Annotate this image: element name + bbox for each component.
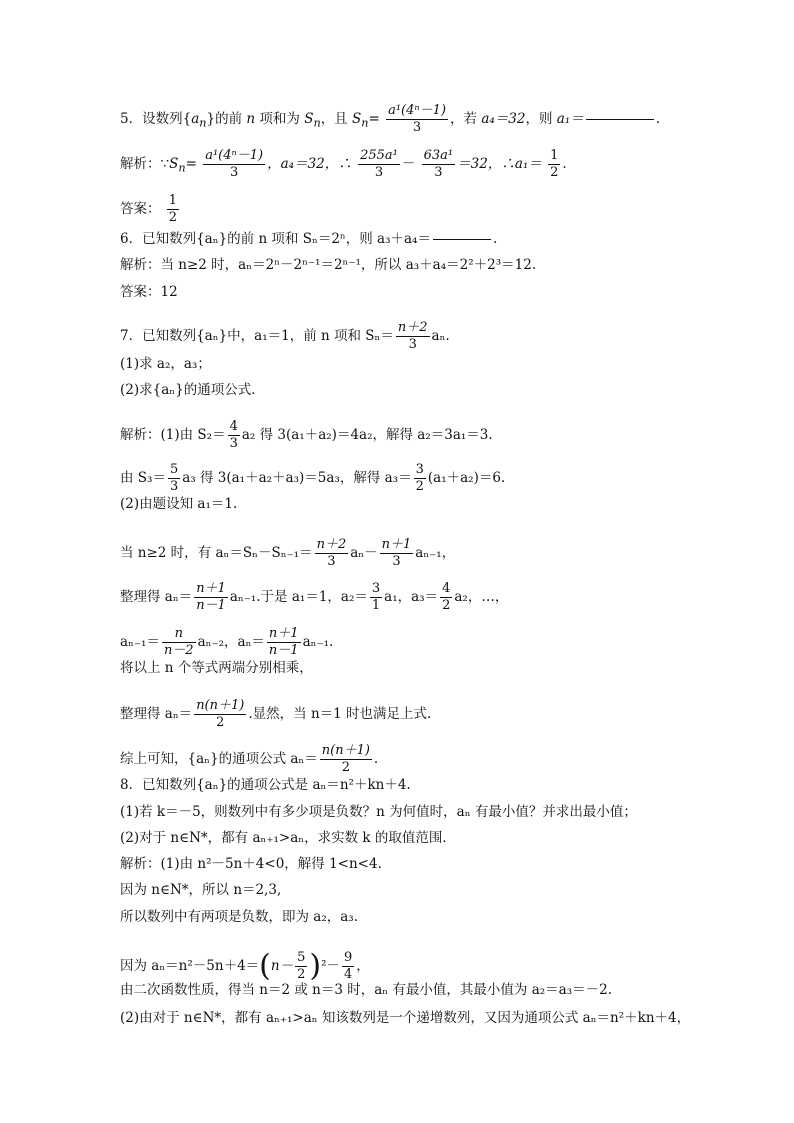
q7-fraction: $\frac{n+2}{3}$ [397, 320, 428, 352]
q8-sol-line-6: (2)由对于 n∈N*，都有 aₙ₊₁>aₙ 知该数列是一个递增数列，又因为通项公式 aₙ＝n²＋kn＋4， [120, 1010, 691, 1026]
q7-sol-line-7: 将以上 n 个等式两端分别相乘， [120, 660, 313, 676]
q7-sol-line-9: 综上可知，{aₙ}的通项公式 aₙ＝ $\frac{n(n+1)}{2}$ . [120, 743, 379, 775]
q7-sol-line-3: (2)由题设知 a₁＝1. [120, 496, 238, 512]
fraction: $\frac{4}{3}$ [229, 419, 238, 451]
fraction: $\frac{4}{2}$ [442, 581, 451, 613]
q5-sol-fraction-2: $\frac{\text{255a¹}}{3}$ [360, 148, 398, 180]
q5-sol-fraction-3: $\frac{\text{63a¹}}{3}$ [423, 148, 454, 180]
fraction: $\frac{n+1}{3}$ [381, 537, 412, 569]
q8-sol-line-2: 因为 n∈N*，所以 n＝2,3, [120, 882, 282, 898]
q6-answer: 答案：12 [120, 284, 178, 300]
q7-part1: (1)求 a₂，a₃； [120, 356, 211, 372]
fraction: $\frac{n+1}{n-1}$ [268, 626, 299, 658]
fraction: $\frac{9}{4}$ [344, 950, 353, 982]
q7-sol-line-8: 整理得 aₙ＝ $\frac{n(n+1)}{2}$ .显然，当 n＝1 时也满足上式. [120, 698, 432, 730]
q7-sol-line-2: 由 S₃＝ $\frac{5}{3}$ a₃ 得 3(a₁＋a₂＋a₃)＝5a₃，解得 a₃＝ $\frac{3}{2}$ (a₁＋a₂)＝6. [120, 462, 506, 494]
q7-sol-line-1: 解析：(1)由 S₂＝ $\frac{4}{3}$ a₂ 得 3(a₁＋a₂)＝4a₂，解得 a₂＝3a₁＝3. [120, 419, 493, 451]
fraction: $\frac{n}{n-2}$ [163, 626, 194, 658]
q5-answer-fraction: $\frac{1}{2}$ [168, 193, 178, 225]
q8-part1: (1)若 k＝－5，则数列中有多少项是负数？n 为何值时，aₙ 有最小值？并求出最小值； [120, 804, 637, 820]
answer-blank [433, 239, 491, 240]
fraction: $\frac{3}{1}$ [371, 581, 381, 613]
q6-solution: 解析：当 n≥2 时，aₙ＝2ⁿ－2ⁿ⁻¹＝2ⁿ⁻¹，所以 a₃＋a₄＝2²＋2³＝12. [120, 257, 537, 273]
q8-sol-line-3: 所以数列中有两项是负数，即为 a₂，a₃. [120, 909, 359, 925]
q7-sol-line-5: 整理得 aₙ＝ $\frac{n+1}{n-1}$ aₙ₋₁.于是 a₁＝1，a₂＝ $\frac{3}{1}$ a₁，a₃＝ $\frac{4}{2}$ a₂，…， [120, 581, 509, 613]
q8-sol-line-5: 由二次函数性质，得当 n＝2 或 n＝3 时，aₙ 有最小值，其最小值为 a₂＝a₃＝－2. [120, 982, 613, 998]
q5-fraction: $\frac{\text{a¹(4ⁿ－1)}}{3}$ [388, 103, 447, 135]
q7-sol-line-4: 当 n≥2 时，有 aₙ＝Sₙ－Sₙ₋₁＝ $\frac{n+2}{3}$ aₙ－ $\frac{n+1}{3}$ aₙ₋₁， [120, 537, 456, 569]
q8-stem: 8．已知数列{aₙ}的通项公式是 aₙ＝n²＋kn＋4. [120, 777, 411, 793]
q8-sol-line-1: 解析：(1)由 n²－5n＋4<0，解得 1<n<4. [120, 856, 382, 872]
fraction: $\frac{n(n+1)}{2}$ [321, 743, 370, 775]
fraction: $\frac{n+1}{n-1}$ [196, 581, 226, 613]
q5-sol-fraction: $\frac{\text{a¹(4ⁿ－1)}}{3}$ [205, 148, 264, 180]
q7-sol-line-6: aₙ₋₁＝ $\frac{n}{n-2}$ aₙ₋₂，aₙ＝ $\frac{n+1}{n-1}$ aₙ₋₁. [120, 626, 334, 658]
fraction: $\frac{n(n+1)}{2}$ [196, 698, 245, 730]
q7-stem: 7．已知数列{aₙ}中，a₁＝1，前 n 项和 Sₙ＝ $\frac{n+2}{3}$ aₙ. [120, 320, 450, 352]
q5-sol-fraction-4: $\frac{1}{2}$ [550, 148, 559, 180]
fraction: $\frac{n+2}{3}$ [316, 537, 347, 569]
fraction: $\frac{3}{2}$ [415, 462, 424, 494]
q6-stem: 6．已知数列{aₙ}的前 n 项和 Sₙ＝2ⁿ，则 a₃＋a₄＝ . [120, 231, 498, 247]
q8-part2: (2)对于 n∈N*，都有 aₙ₊₁>aₙ，求实数 k 的取值范围． [120, 830, 456, 846]
fraction: $\frac{5}{3}$ [169, 462, 179, 494]
q5-solution: 解析：$\because S_n=$ $\frac{\text{a¹(4ⁿ－1)}}{3}$ ，a₄＝32，∴ $\frac{\text{255a¹}}{3}$ － $\frac{\text{63a¹}}{3}$ ＝32，∴a₁＝ $\frac{1}{2}$ . [120, 148, 567, 180]
fraction: $\frac{5}{2}$ [297, 950, 306, 982]
answer-blank [586, 119, 654, 120]
q7-part2: (2)求{aₙ}的通项公式． [120, 382, 265, 398]
q5-stem: 5．设数列$\{a_n\}$的前 n 项和为 $S_n$，且 $S_n=$ $\frac{\text{a¹(4ⁿ－1)}}{3}$ ，若 a₄＝32，则 a₁＝ . [120, 103, 661, 135]
q8-sol-line-4: 因为 aₙ＝n²－5n＋4＝(n－ $\frac{5}{2}$ )²－ $\frac{9}{4}$ ， [120, 948, 370, 984]
q5-answer: 答案： $\frac{1}{2}$ [120, 193, 178, 225]
